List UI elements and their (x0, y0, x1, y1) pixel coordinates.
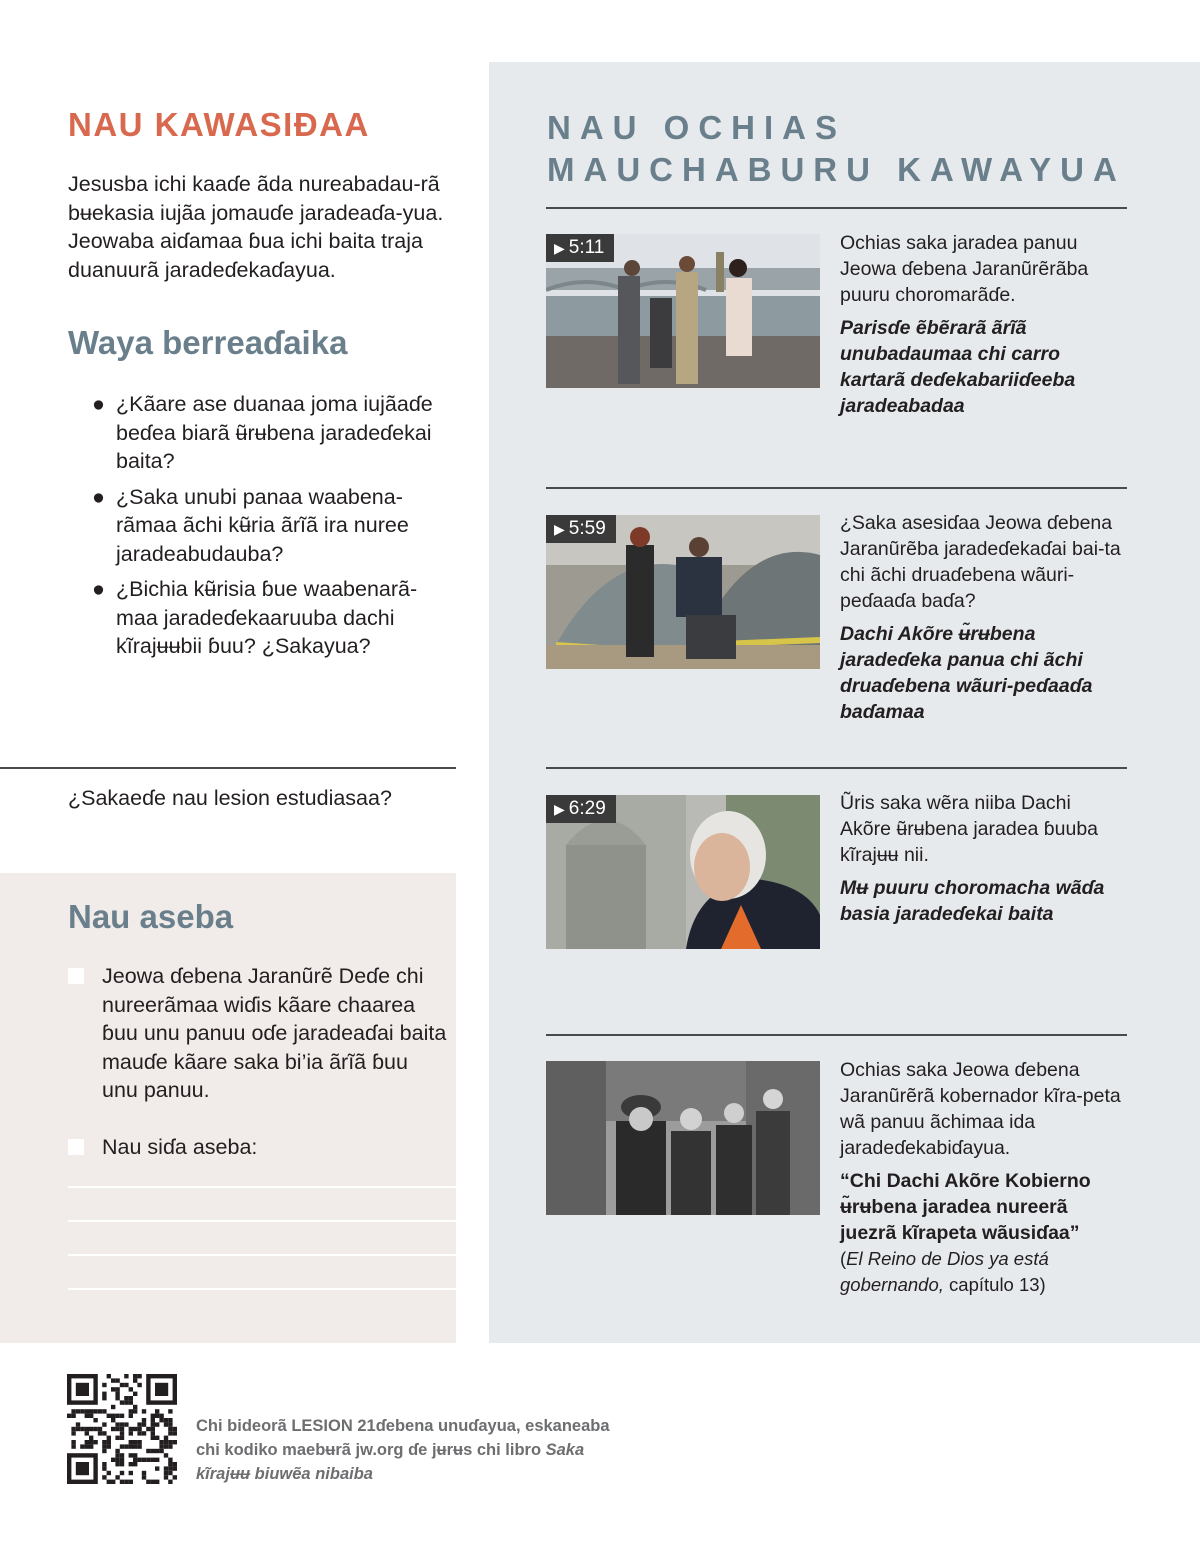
video-thumbnail[interactable] (546, 515, 820, 669)
goal-item-text: Jeowa ɗebena Jaranũrẽ Deɗe chi nureerãmaa wiɗis kãare chaarea ɓuu unu panuu oɗe jaradeaɗai baita mauɗe kãare saka bi’ia ãrĩã ɓuu unu panuu. (102, 964, 447, 1102)
bullet-icon: ● (92, 577, 105, 601)
video-duration: 6:29 (568, 798, 606, 819)
left-column (0, 0, 456, 1543)
write-in-line[interactable] (68, 1186, 456, 1188)
explore-title: NAU OCHIAS MAUCHABURU KAWAYUA (547, 109, 1126, 188)
play-icon: ▶ (554, 521, 565, 537)
footer-book-title: Saka kĩrajʉʉ biuwẽa nibaiba (196, 1441, 585, 1483)
video-duration-badge (546, 795, 616, 823)
video-thumbnail[interactable] (546, 795, 820, 949)
video-duration: 5:59 (568, 518, 606, 539)
divider (546, 487, 1127, 489)
learned-question: ¿Sakaeɗe nau lesion estudiasaa? (68, 786, 392, 810)
video-duration-badge (546, 515, 616, 543)
goal-title: Nau aseba (68, 898, 234, 935)
review-question (92, 390, 454, 476)
video-item-text (840, 790, 1125, 927)
video-title[interactable]: Dachi Akõre ʉ̃rʉbena jaradeɗeka panua chi ãchi druaɗebena wãuri-peɗaaɗa baɗamaa (840, 623, 1093, 723)
bullet-icon: ● (92, 392, 105, 416)
historical-photo-image (546, 1061, 820, 1215)
divider (546, 1034, 1127, 1036)
item-description: Ochias saka Jeowa ɗebena Jaranũrẽrã kobernador kĩra-peta wã panuu ãchimaa ida jaradeɗekabiɗayua. (840, 1059, 1121, 1159)
video-item-text (840, 230, 1125, 419)
summary-text: Jesusba ichi kaaɗe ãda nureabadau-rã bʉekasia iujãa jomauɗe jaradeaɗa-yua. Jeowaba aiɗamaa ɓua ichi baita traja duanuurã jaradeɗekaɗayua. (68, 172, 444, 282)
book-title: El Reino de Dios ya está gobernando, (840, 1248, 1049, 1295)
divider (546, 767, 1127, 769)
source-citation: (El Reino de Dios ya está gobernando, capítulo 13) (840, 1248, 1049, 1295)
video-duration: 5:11 (568, 237, 605, 258)
review-question-text: ¿Kãare ase duanaa joma iujãaɗe beɗea biarã ʉ̃rʉbena jaradeɗekai baita? (116, 392, 433, 473)
goal-item (68, 1133, 448, 1162)
goal-item-text: Nau siɗa aseba: (102, 1135, 258, 1159)
play-icon: ▶ (554, 801, 565, 817)
review-question (92, 575, 454, 661)
goal-panel (0, 873, 456, 1343)
video-item-text (840, 510, 1125, 725)
video-description: Ũris saka wẽra niiba Dachi Akõre ʉ̃rʉbena jaradea ɓuuba kĩrajʉʉ nii. (840, 792, 1099, 866)
divider (0, 767, 456, 769)
historical-photo (546, 1061, 820, 1215)
footer-instructions: Chi bideorã LESION 21ɗebena unuɗayua, eskaneaba chi kodiko maebʉrã jw.org ɗe jʉrʉs chi libro Saka kĩrajʉʉ biuwẽa nibaiba (196, 1417, 610, 1483)
write-in-line[interactable] (68, 1254, 456, 1256)
review-title: Waya berreaɗaika (68, 324, 348, 361)
video-duration-badge (546, 234, 614, 262)
video-title[interactable]: Mʉ puuru choromacha wãɗa basia jaradeɗekai baita (840, 877, 1105, 925)
historical-item-text (840, 1057, 1125, 1298)
video-description: ¿Saka asesiɗaa Jeowa ɗebena Jaranũrẽba jaradeɗekaɗai bai-ta chi ãchi druaɗebena wãuri-peɗaaɗa baɗa? (840, 512, 1121, 612)
write-in-line[interactable] (68, 1288, 456, 1290)
review-question (92, 483, 454, 569)
video-title[interactable]: Parisɗe ẽbẽrarã ãrĩã unubadaumaa chi carro kartarã deɗekabariiɗeeba jaradeabadaa (840, 317, 1076, 417)
goal-checkbox[interactable] (68, 968, 84, 984)
summary-title: NAU KAWASIƉAA (68, 106, 370, 143)
goal-item (68, 962, 448, 1105)
divider (546, 207, 1127, 209)
video-description: Ochias saka jaradea panuu Jeowa ɗebena Jaranũrẽrãba puuru choromarãɗe. (840, 232, 1089, 306)
review-question-text: ¿Saka unubi panaa waabena-rãmaa ãchi kʉ̃ria ãrĩã ira nuree jaradeabudauba? (116, 484, 409, 566)
bullet-icon: ● (92, 484, 105, 509)
review-question-list (92, 390, 454, 668)
review-question-text: ¿Bichia kʉ̃risia ɓue waabenarã-maa jaradeɗekaaruuba dachi kĩrajʉʉbii ɓuu? ¿Sakayua? (116, 577, 418, 658)
video-thumbnail[interactable] (546, 234, 820, 388)
qr-code-icon[interactable] (67, 1374, 177, 1484)
goal-checkbox[interactable] (68, 1139, 84, 1155)
play-icon: ▶ (554, 240, 565, 256)
write-in-line[interactable] (68, 1220, 456, 1222)
article-title[interactable]: “Chi Dachi Akõre Kobierno ʉ̃rʉbena jaradea nureerã juezrã kĩrapeta wãusiɗaa” (840, 1170, 1091, 1244)
